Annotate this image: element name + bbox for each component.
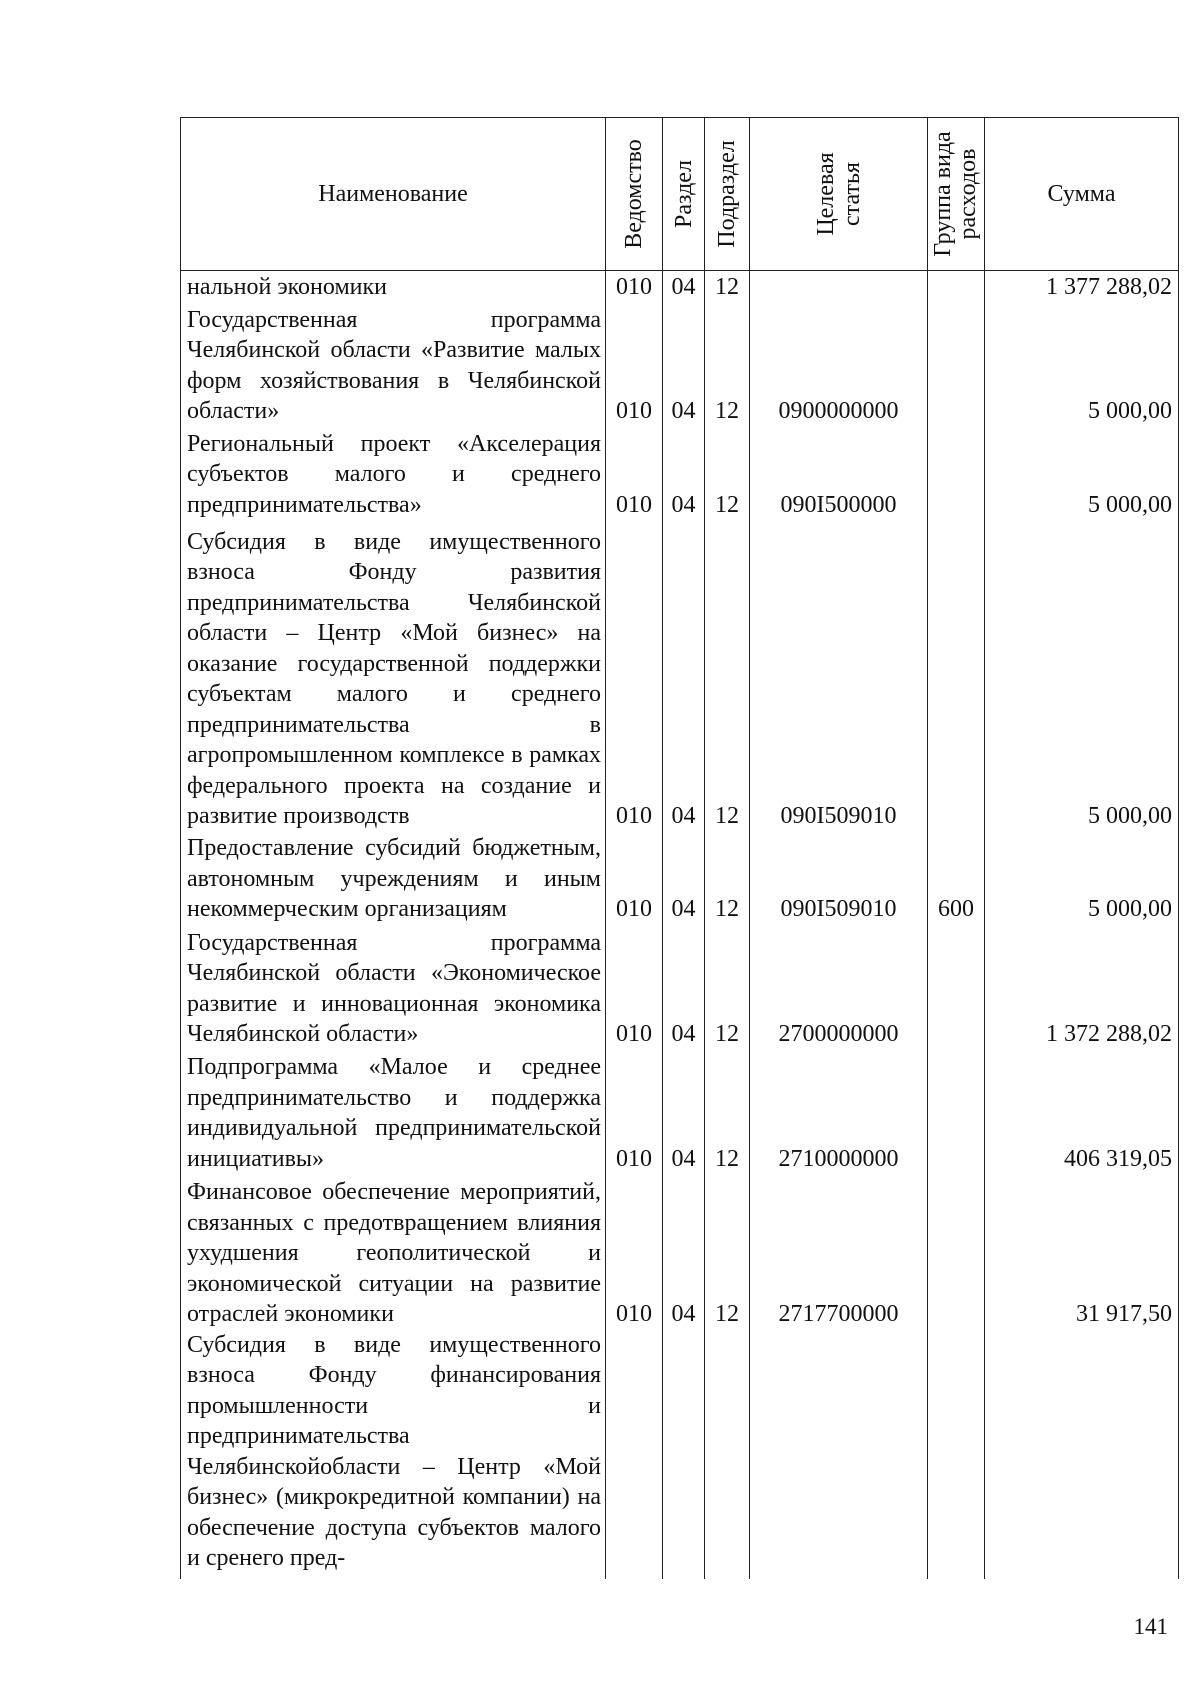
header-vedomstvo bbox=[606, 118, 663, 271]
row-gruppa bbox=[928, 427, 985, 520]
row-vedomstvo: 010 bbox=[606, 1050, 663, 1175]
header-podrazdel-text: Подраздел bbox=[714, 140, 740, 248]
table-header-row bbox=[181, 118, 1179, 271]
table-row bbox=[181, 1174, 1179, 1330]
row-gruppa bbox=[928, 1050, 985, 1175]
row-vedomstvo: 010 bbox=[606, 302, 663, 427]
row-summa: 5 000,00 bbox=[985, 520, 1179, 831]
table-row bbox=[181, 271, 1179, 303]
row-vedomstvo: 010 bbox=[606, 520, 663, 831]
row-gruppa: 600 bbox=[928, 832, 985, 925]
row-podrazdel: 12 bbox=[705, 1174, 750, 1330]
row-summa: 1 377 288,02 bbox=[985, 271, 1179, 303]
row-celevaya: 2700000000 bbox=[750, 925, 928, 1050]
row-summa: 5 000,00 bbox=[985, 427, 1179, 520]
row-gruppa bbox=[928, 271, 985, 303]
row-razdel bbox=[663, 1330, 705, 1579]
row-podrazdel: 12 bbox=[705, 271, 750, 303]
row-razdel: 04 bbox=[663, 832, 705, 925]
table-row bbox=[181, 520, 1179, 831]
row-vedomstvo: 010 bbox=[606, 832, 663, 925]
row-vedomstvo: 010 bbox=[606, 271, 663, 303]
row-celevaya bbox=[750, 271, 928, 303]
header-summa: Сумма bbox=[985, 118, 1179, 271]
row-summa: 5 000,00 bbox=[985, 832, 1179, 925]
header-celevaya-text: Целевая статья bbox=[812, 152, 865, 236]
header-vedomstvo-text: Ведомство bbox=[621, 139, 647, 249]
row-razdel: 04 bbox=[663, 302, 705, 427]
row-name: Государственная программа Челябинской области «Развитие малых форм хозяйствования в Челябинской области» bbox=[181, 302, 606, 427]
row-podrazdel: 12 bbox=[705, 302, 750, 427]
row-name: Государственная программа Челябинской области «Экономическое развитие и инновационная экономика Челябинской области» bbox=[181, 925, 606, 1050]
row-gruppa bbox=[928, 520, 985, 831]
row-summa: 406 319,05 bbox=[985, 1050, 1179, 1175]
page-number: 141 bbox=[1133, 1614, 1168, 1639]
row-celevaya: 0900000000 bbox=[750, 302, 928, 427]
row-razdel: 04 bbox=[663, 1174, 705, 1330]
row-vedomstvo bbox=[606, 1330, 663, 1579]
header-gruppa-text: Группа вида расходов bbox=[930, 131, 981, 257]
row-name: Подпрограмма «Малое и среднее предпринимательство и поддержка индивидуальной предпринимательской инициативы» bbox=[181, 1050, 606, 1175]
row-podrazdel: 12 bbox=[705, 832, 750, 925]
row-gruppa bbox=[928, 302, 985, 427]
header-gruppa-vida-rashodov bbox=[928, 118, 985, 271]
budget-table bbox=[180, 117, 1179, 1579]
row-podrazdel: 12 bbox=[705, 520, 750, 831]
row-gruppa bbox=[928, 925, 985, 1050]
header-razdel bbox=[663, 118, 705, 271]
row-razdel: 04 bbox=[663, 427, 705, 520]
table-row-continued bbox=[181, 1330, 1179, 1579]
row-celevaya: 090I509010 bbox=[750, 832, 928, 925]
row-gruppa bbox=[928, 1174, 985, 1330]
header-razdel-text: Раздел bbox=[670, 160, 697, 228]
row-name-continued: Субсидия в виде имущественного взноса Фонду финансирования промышленности и предпринимательства Челябинскойобласти – Центр «Мой бизнес» (микрокредитной компании) на обеспечение доступа субъектов малого и сренего пред- bbox=[181, 1330, 606, 1579]
row-celevaya: 090I509010 bbox=[750, 520, 928, 831]
row-summa: 5 000,00 bbox=[985, 302, 1179, 427]
row-celevaya: 090I500000 bbox=[750, 427, 928, 520]
row-name: Предоставление субсидий бюджетным, автономным учреждениям и иным некоммерческим организациям bbox=[181, 832, 606, 925]
table-row bbox=[181, 832, 1179, 925]
row-razdel: 04 bbox=[663, 1050, 705, 1175]
row-name: Региональный проект «Акселерация субъектов малого и среднего предпринимательства» bbox=[181, 427, 606, 520]
row-summa: 1 372 288,02 bbox=[985, 925, 1179, 1050]
row-celevaya bbox=[750, 1330, 928, 1579]
row-celevaya: 2710000000 bbox=[750, 1050, 928, 1175]
row-podrazdel: 12 bbox=[705, 427, 750, 520]
row-summa bbox=[985, 1330, 1179, 1579]
header-name: Наименование bbox=[181, 118, 606, 271]
row-razdel: 04 bbox=[663, 520, 705, 831]
table-row bbox=[181, 1050, 1179, 1175]
header-celevaya-statya bbox=[750, 118, 928, 271]
row-summa: 31 917,50 bbox=[985, 1174, 1179, 1330]
row-podrazdel: 12 bbox=[705, 925, 750, 1050]
table-row bbox=[181, 925, 1179, 1050]
row-razdel: 04 bbox=[663, 925, 705, 1050]
row-celevaya: 2717700000 bbox=[750, 1174, 928, 1330]
table-row bbox=[181, 302, 1179, 427]
table-row bbox=[181, 427, 1179, 520]
row-vedomstvo: 010 bbox=[606, 1174, 663, 1330]
row-vedomstvo: 010 bbox=[606, 925, 663, 1050]
row-name: нальной экономики bbox=[181, 271, 606, 303]
row-name: Финансовое обеспечение мероприятий, связанных с предотвращением влияния ухудшения геополитической и экономической ситуации на развитие отраслей экономики bbox=[181, 1174, 606, 1330]
row-name: Субсидия в виде имущественного взноса Фонду развития предпринимательства Челябинской области – Центр «Мой бизнес» на оказание государственной поддержки субъектам малого и среднего предпринимательства в агропромышленном комплексе в рамках федерального проекта на создание и развитие производств bbox=[181, 520, 606, 831]
row-gruppa bbox=[928, 1330, 985, 1579]
row-vedomstvo: 010 bbox=[606, 427, 663, 520]
row-razdel: 04 bbox=[663, 271, 705, 303]
header-podrazdel bbox=[705, 118, 750, 271]
row-podrazdel: 12 bbox=[705, 1050, 750, 1175]
row-podrazdel bbox=[705, 1330, 750, 1579]
